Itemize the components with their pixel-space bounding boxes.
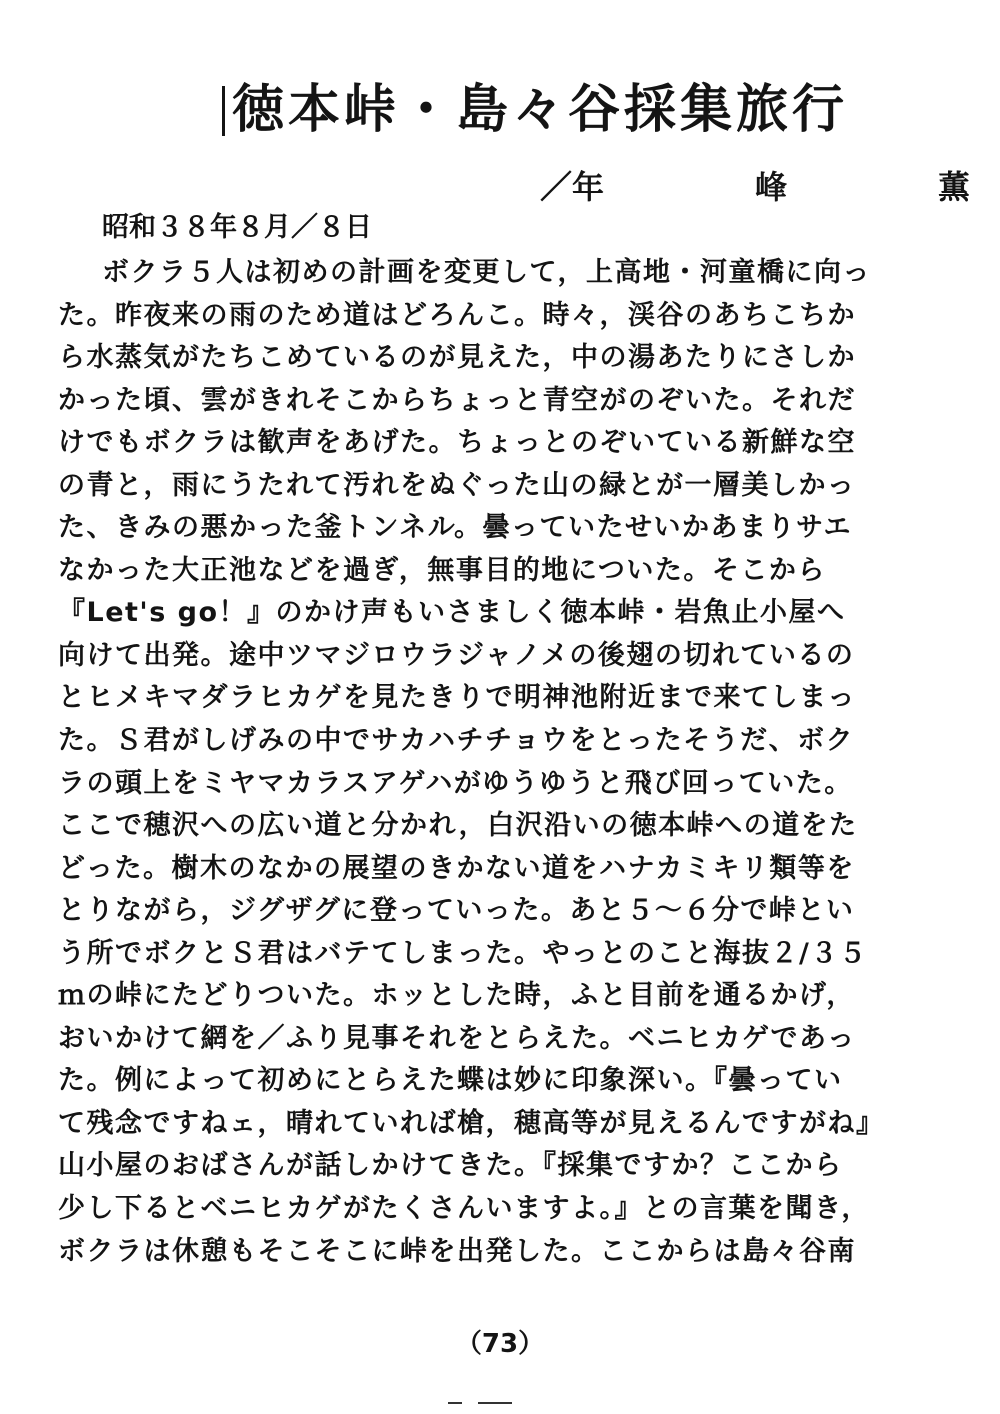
author-grade: ／年 bbox=[540, 168, 605, 206]
text-line: とヒメキマダラヒカゲを見たきりで明神池附近まで来てしまっ bbox=[58, 682, 856, 714]
article-title: 徳本峠・島々谷採集旅行 bbox=[232, 80, 849, 140]
bottom-dash-mark bbox=[448, 1402, 512, 1408]
text-line: た。例によって初めにとらえた蝶は妙に印象深い。『曇ってい bbox=[58, 1065, 843, 1097]
author-family-name: 峰 bbox=[754, 168, 787, 206]
body-text bbox=[58, 252, 958, 1273]
text-line: ラの頭上をミヤマカラスアゲハがゆうゆうと飛び回っていた。 bbox=[58, 767, 853, 799]
text-line: なかった大正池などを過ぎ，無事目的地についた。そこから bbox=[58, 554, 826, 586]
text-line: ボクラは休憩もそこそこに峠を出発した。ここからは島々谷南 bbox=[58, 1235, 856, 1267]
text-line: とりながら，ジグザグに登っていった。あと５～６分で峠とい bbox=[58, 895, 855, 927]
author-given-name: 薫 bbox=[937, 168, 970, 206]
text-line: おいかけて網を／ふり見事それをとらえた。ベニヒカゲであっ bbox=[58, 1022, 856, 1054]
text-line: た。Ｓ君がしげみの中でサカハチチョウをとったそうだ、ボク bbox=[58, 725, 855, 757]
text-line: 向けて出発。途中ツマジロウラジャノメの後翅の切れているの bbox=[58, 639, 855, 671]
page-number: （73） bbox=[455, 1329, 545, 1359]
text-line: かった頃、雲がきれそこからちょっと青空がのぞいた。それだ bbox=[58, 384, 856, 416]
text-line: て残念ですねェ，晴れていれば槍，穂高等が見えるんですがね』 bbox=[58, 1107, 885, 1139]
text-line: の青と，雨にうたれて汚れをぬぐった山の緑とが一層美しかっ bbox=[58, 469, 856, 501]
text-line: う所でボクとＳ君はバテてしまった。やっとのこと海抜２/３５ bbox=[58, 937, 868, 969]
text-line: た。昨夜来の雨のため道はどろんこ。時々，渓谷のあちこちか bbox=[58, 299, 856, 331]
text-line: 山小屋のおばさんが話しかけてきた。『採集ですか？ここから bbox=[58, 1150, 843, 1182]
title-marker-bar bbox=[222, 86, 225, 136]
text-line: ここで穂沢への広い道と分かれ，白沢沿いの徳本峠への道をた bbox=[58, 810, 858, 842]
entry-date: 昭和３８年８月／８日 bbox=[102, 212, 372, 243]
text-line: ら水蒸気がたちこめているのが見えた，中の湯あたりにさしか bbox=[58, 342, 856, 374]
text-line: ボクラ５人は初めの計画を変更して，上高地・河童橋に向っ bbox=[102, 257, 871, 288]
text-line: ｍの峠にたどりついた。ホッとした時，ふと目前を通るかげ， bbox=[58, 980, 855, 1012]
dash-long bbox=[478, 1402, 512, 1404]
text-line: 少し下るとベニヒカゲがたくさんいますよ。』との言葉を聞き， bbox=[58, 1193, 870, 1225]
text-line: 『Let's go！』のかけ声もいさましく徳本峠・岩魚止小屋へ bbox=[58, 597, 846, 629]
text-line: た、きみの悪かった釜トンネル。曇っていたせいかあまりサエ bbox=[58, 512, 852, 544]
text-line: どった。樹木のなかの展望のきかない道をハナカミキリ類等を bbox=[58, 852, 855, 884]
author-line bbox=[540, 165, 970, 209]
text-line: けでもボクラは歓声をあげた。ちょっとのぞいている新鮮な空 bbox=[58, 427, 856, 459]
dash-short bbox=[448, 1402, 462, 1404]
